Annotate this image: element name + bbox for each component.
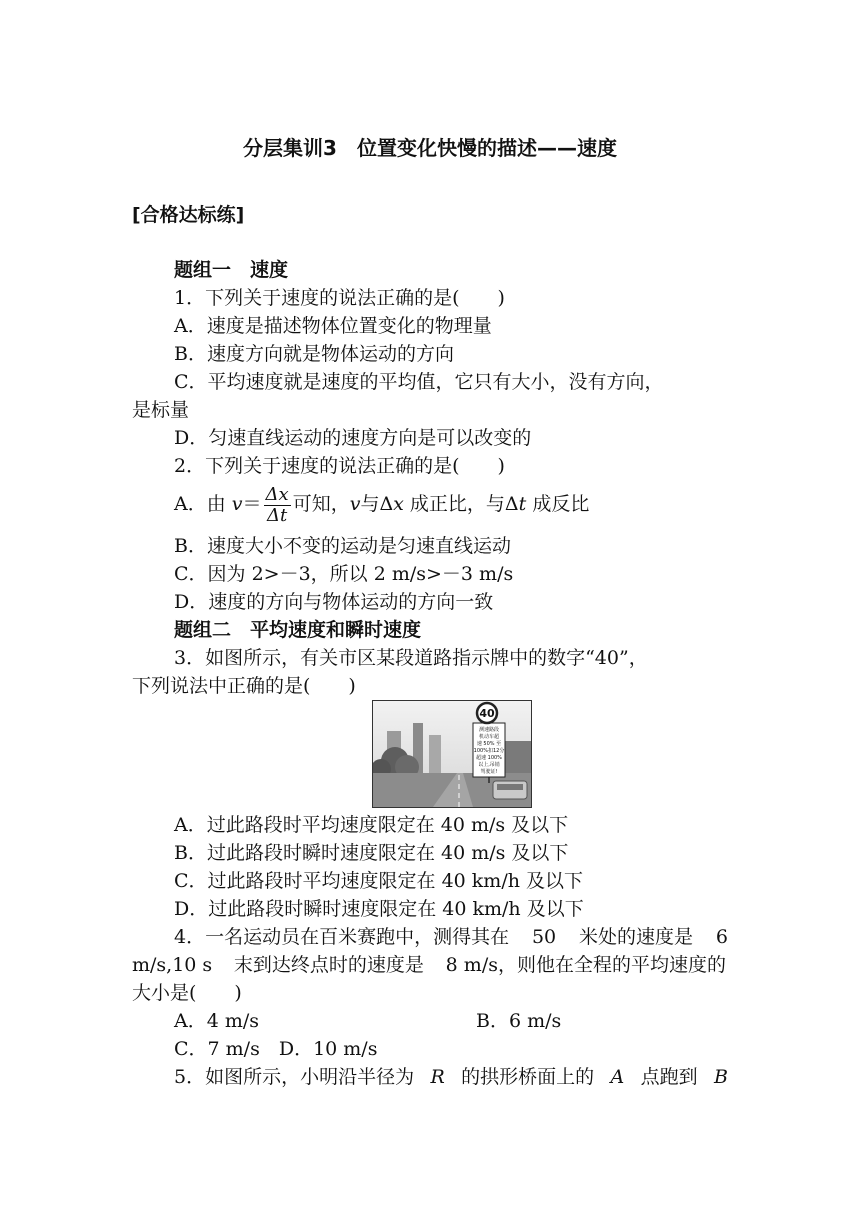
speed-limit-number: 40	[479, 707, 495, 720]
velocity-fraction: $\frac{\Delta x}{\Delta t}$	[265, 483, 289, 526]
sign-text-line: 超速 100%	[476, 755, 502, 761]
question-3-stem: 3．如图所示，有关市区某段道路指示牌中的数字“40”，	[174, 647, 648, 669]
question-1-option-c-continued: 是标量	[132, 399, 190, 421]
question-1-stem: 1．下列关于速度的说法正确的是( )	[174, 287, 505, 309]
question-2-stem: 2．下列关于速度的说法正确的是( )	[174, 455, 505, 477]
question-5-stem: 5．如图所示，小明沿半径为 R 的拱形桥面上的 A 点跑到 B	[174, 1066, 728, 1088]
question-4-stem-line-2: m/s,10 s 末到达终点时的速度是 8 m/s，则他在全程的平均速度的	[132, 954, 726, 976]
question-2-option-a: A．由 v＝ $\frac{\Delta x}{\Delta t}$ 可知，v与Δx 成正比，与Δt 成反比	[174, 483, 590, 526]
question-1-option-d: D．匀速直线运动的速度方向是可以改变的	[174, 427, 532, 449]
question-3-option-c: C．过此路段时平均速度限定在 40 km/h 及以下	[174, 870, 584, 892]
road-sign-photo	[372, 700, 532, 808]
question-4-stem-line-1: 4．一名运动员在百米赛跑中，测得其在 50 米处的速度是 6	[174, 926, 728, 948]
question-3-stem-continued: 下列说法中正确的是( )	[132, 675, 356, 697]
road-scene-illustration	[373, 701, 531, 807]
question-4-option-a: A．4 m/s	[174, 1010, 260, 1032]
group-heading-2: 题组二 平均速度和瞬时速度	[174, 619, 422, 641]
question-1-option-b: B．速度方向就是物体运动的方向	[174, 343, 454, 365]
question-2-option-b: B．速度大小不变的运动是匀速直线运动	[174, 535, 511, 557]
sign-text-line: 速 50% 至	[476, 741, 502, 747]
question-2-option-d: D．速度的方向与物体运动的方向一致	[174, 591, 494, 613]
question-3-option-d: D．过此路段时瞬时速度限定在 40 km/h 及以下	[174, 898, 584, 920]
question-4-option-b: B．6 m/s	[476, 1010, 562, 1032]
group-heading-1: 题组一 速度	[174, 259, 289, 281]
sign-text-line: 驾驶证!	[480, 769, 498, 775]
question-1-option-c: C．平均速度就是速度的平均值，它只有大小，没有方向，	[174, 371, 664, 393]
page-title: 分层集训3 位置变化快慢的描述——速度	[243, 136, 617, 160]
sign-text-line: 以上,吊销	[478, 762, 500, 768]
question-2-option-c: C．因为 2>－3，所以 2 m/s>－3 m/s	[174, 563, 514, 585]
question-1-option-a: A．速度是描述物体位置变化的物理量	[174, 315, 492, 337]
question-4-option-c-d: C．7 m/s D．10 m/s	[174, 1038, 378, 1060]
question-4-stem-line-3: 大小是( )	[132, 982, 242, 1004]
question-3-option-b: B．过此路段时瞬时速度限定在 40 m/s 及以下	[174, 842, 569, 864]
question-3-option-a: A．过此路段时平均速度限定在 40 m/s 及以下	[174, 814, 569, 836]
section-heading: [合格达标练]	[132, 204, 245, 226]
sign-text-line: 100%扣12分	[473, 748, 505, 754]
sign-text-line: 机动车超	[478, 734, 500, 740]
sign-text-line: 测速路段	[478, 727, 500, 733]
